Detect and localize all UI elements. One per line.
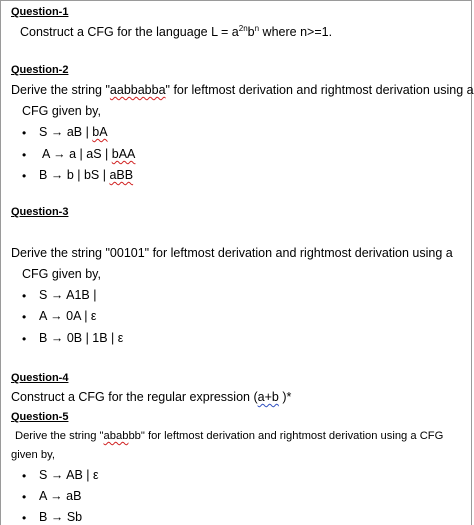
q2-rule-1 <box>39 125 108 139</box>
q3-rule-2-bullet: • <box>22 310 27 324</box>
question-3-line-1 <box>11 246 467 260</box>
q4-text-end: )* <box>278 390 292 404</box>
q5-line1-end: " for leftmost derivation and rightmost derivation using a CFG <box>140 430 444 442</box>
q3-rule-3-arrow: → <box>50 331 64 345</box>
q2-rule-3-bullet: • <box>22 169 27 183</box>
q5-rule-2 <box>39 489 81 503</box>
q2-rule-1-lhs: S <box>39 125 48 139</box>
q3-rule-2-lhs: A <box>39 309 47 323</box>
q3-rule-3-bullet: • <box>22 332 27 346</box>
q5-rule-1-lhs: S <box>39 468 48 482</box>
question-2-heading: Question-2 <box>11 64 69 76</box>
question-5-heading: Question-5 <box>11 411 69 423</box>
q2-rule-2 <box>42 147 135 161</box>
q2-rule-2-arrow: → <box>53 147 66 161</box>
q5-target-string-tail: bb <box>128 430 141 442</box>
q2-rule-2-bullet: • <box>22 148 27 162</box>
q5-rule-3-lhs: B <box>39 510 48 524</box>
q5-rule-1 <box>39 468 99 482</box>
q3-rule-2-arrow: → <box>50 309 63 323</box>
q3-line1-text: Derive the string "00101" for leftmost derivation and rightmost derivation using a <box>11 246 453 260</box>
q5-rule-1-bullet: • <box>22 469 27 483</box>
question-5-line-1 <box>15 430 443 442</box>
q1-text-b: b <box>247 25 255 39</box>
q2-rule-1-rhs: aB | <box>66 125 93 139</box>
question-4-heading: Question-4 <box>11 372 69 384</box>
q2-target-string: aabbabba <box>109 83 166 97</box>
q2-rule-1-bullet: • <box>22 126 27 140</box>
q1-text-before: Construct a CFG for the language L = a <box>20 25 239 39</box>
q4-text-start: Construct a CFG for the regular expression ( <box>11 390 258 404</box>
q3-rule-1-arrow: → <box>50 288 64 302</box>
q3-rule-3-lhs: B <box>39 331 48 345</box>
q5-rule-1-arrow: → <box>50 468 64 482</box>
q3-rule-3 <box>39 331 123 345</box>
q2-rule-1-arrow: → <box>50 125 64 139</box>
q3-rule-1-lhs: S <box>39 288 48 302</box>
question-3-heading: Question-3 <box>11 206 69 218</box>
q2-line1-end: " for leftmost derivation and rightmost derivation using a <box>165 83 474 97</box>
q3-rule-3-rhs: 0B | 1B | ε <box>66 331 124 345</box>
question-5-line-2: given by, <box>11 449 55 461</box>
q5-rule-2-bullet: • <box>22 490 27 504</box>
q3-rule-1 <box>39 288 96 302</box>
question-2-line-1 <box>11 83 474 97</box>
q2-rule-2-lhs: A <box>42 147 50 161</box>
q4-regular-expression: a+b <box>257 390 279 404</box>
q2-rule-3-rhs: b | bS | <box>66 168 110 182</box>
question-2-line-2: CFG given by, <box>22 104 101 118</box>
question-1-heading: Question-1 <box>11 6 69 18</box>
q1-superscript-n: n <box>254 24 260 33</box>
q5-rule-2-arrow: → <box>50 489 63 503</box>
q3-rule-1-bullet: • <box>22 289 27 303</box>
q5-rule-3 <box>39 510 82 524</box>
q3-rule-1-rhs: A1B | <box>66 288 97 302</box>
q1-superscript-2n: 2n <box>238 24 248 33</box>
q5-line1-start: Derive the string " <box>15 430 104 442</box>
q2-rule-1-rhs-tail: bA <box>92 125 108 139</box>
q2-rule-3-rhs-tail: aBB <box>109 168 134 182</box>
q5-rule-2-rhs: aB <box>66 489 82 503</box>
question-3-line-2: CFG given by, <box>22 267 101 281</box>
q5-rule-3-rhs: Sb <box>66 510 83 524</box>
q2-line1-start: Derive the string " <box>11 83 110 97</box>
q5-rule-1-rhs: AB | ε <box>66 468 99 482</box>
q5-rule-3-bullet: • <box>22 511 27 525</box>
question-4-text <box>11 390 291 404</box>
q5-target-string: abab <box>103 430 129 442</box>
q3-rule-2-rhs: 0A | ε <box>66 309 97 323</box>
q2-rule-2-rhs: a | aS | <box>69 147 112 161</box>
q1-text-after: where n>=1. <box>259 25 333 39</box>
q2-rule-3-arrow: → <box>50 168 64 182</box>
q2-rule-3 <box>39 168 133 182</box>
q2-rule-2-rhs-tail: bAA <box>111 147 136 161</box>
question-1-text <box>20 25 332 39</box>
q5-rule-3-arrow: → <box>50 510 64 524</box>
q3-rule-2 <box>39 309 97 323</box>
q2-rule-3-lhs: B <box>39 168 48 182</box>
q5-rule-2-lhs: A <box>39 489 47 503</box>
